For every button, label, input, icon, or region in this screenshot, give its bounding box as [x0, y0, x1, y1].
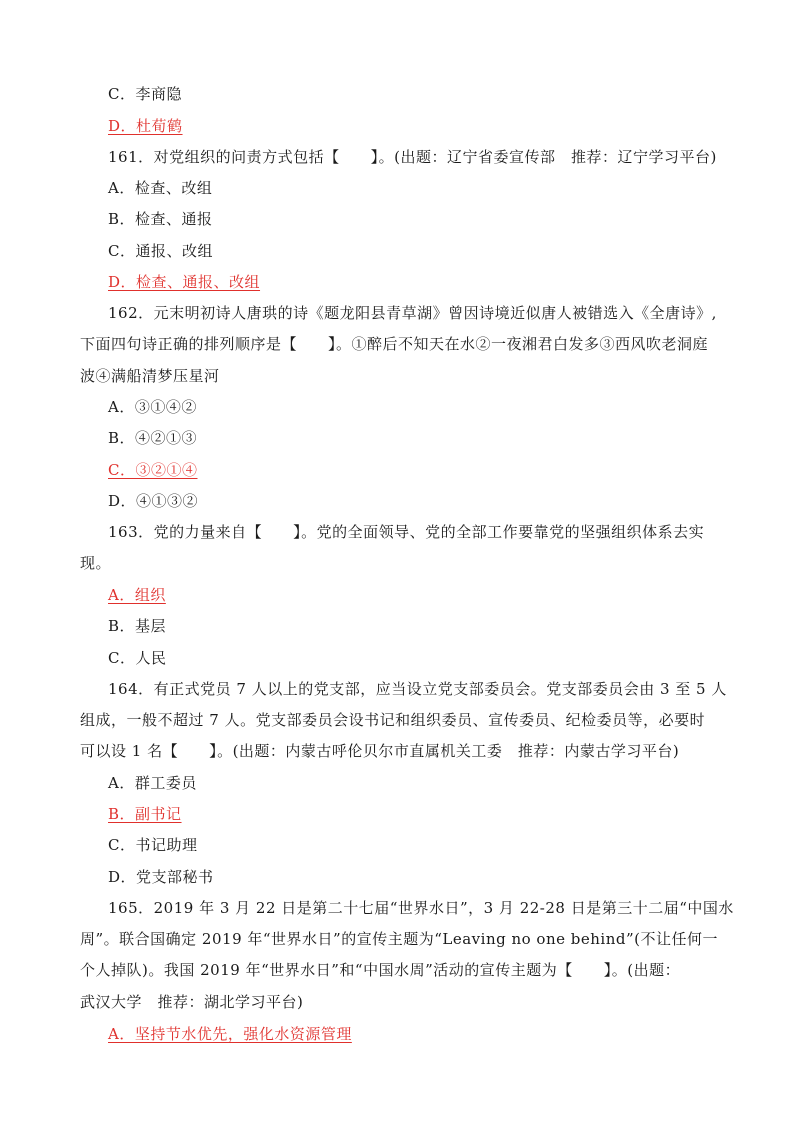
question-stem: 165．2019 年 3 月 22 日是第二十七届“世界水日”，3 月 22-28 日是第三十二届“中国水 — [108, 899, 734, 917]
option-text: C．李商隐 — [108, 85, 182, 103]
question-stem: 162．元末明初诗人唐珙的诗《题龙阳县青草湖》曾因诗境近似唐人被错选入《全唐诗》, — [108, 304, 717, 322]
question-stem: 161．对党组织的问责方式包括【 】。(出题：辽宁省委宣传部 推荐：辽宁学习平台) — [108, 148, 717, 166]
question-stem-continued: 个人掉队)。我国 2019 年“世界水日”和“中国水周”活动的宣传主题为【 】。(出题： — [80, 961, 681, 979]
correct-answer: D．杜荀鹤 — [108, 117, 183, 135]
option-text: B．基层 — [108, 617, 167, 635]
question-stem-continued: 波④满船清梦压星河 — [80, 367, 220, 385]
option-text: D．党支部秘书 — [108, 868, 214, 886]
question-stem-continued: 武汉大学 推荐：湖北学习平台) — [80, 993, 304, 1011]
option-text: C．人民 — [108, 649, 167, 667]
option-text: A．群工委员 — [108, 774, 197, 792]
correct-answer: A．坚持节水优先，强化水资源管理 — [108, 1025, 352, 1043]
option-text: B．④②①③ — [108, 429, 198, 447]
correct-answer: B．副书记 — [108, 805, 182, 823]
correct-answer: D．检查、通报、改组 — [108, 273, 261, 291]
question-stem: 164．有正式党员 7 人以上的党支部，应当设立党支部委员会。党支部委员会由 3 至 5 人 — [108, 680, 727, 698]
correct-answer: A．组织 — [108, 586, 166, 604]
correct-answer: C．③②①④ — [108, 461, 198, 479]
question-stem-continued: 可以设 1 名【 】。(出题：内蒙古呼伦贝尔市直属机关工委 推荐：内蒙古学习平台) — [80, 742, 680, 760]
question-stem: 163．党的力量来自【 】。党的全面领导、党的全部工作要靠党的坚强组织体系去实 — [108, 523, 705, 541]
option-text: A．③①④② — [108, 398, 197, 416]
question-stem-continued: 组成，一般不超过 7 人。党支部委员会设书记和组织委员、宣传委员、纪检委员等，必要时 — [80, 711, 706, 729]
option-text: C．书记助理 — [108, 836, 198, 854]
question-stem-continued: 现。 — [80, 554, 112, 572]
option-text: C．通报、改组 — [108, 242, 213, 260]
option-text: D．④①③② — [108, 492, 199, 510]
question-stem-continued: 下面四句诗正确的排列顺序是【 】。①醉后不知天在水②一夜湘君白发多③西风吹老洞庭 — [80, 335, 709, 353]
option-text: A．检查、改组 — [108, 179, 213, 197]
option-text: B．检查、通报 — [108, 210, 213, 228]
question-stem-continued: 周”。联合国确定 2019 年“世界水日”的宣传主题为“Leaving no one behind”(不让任何一 — [80, 930, 718, 948]
